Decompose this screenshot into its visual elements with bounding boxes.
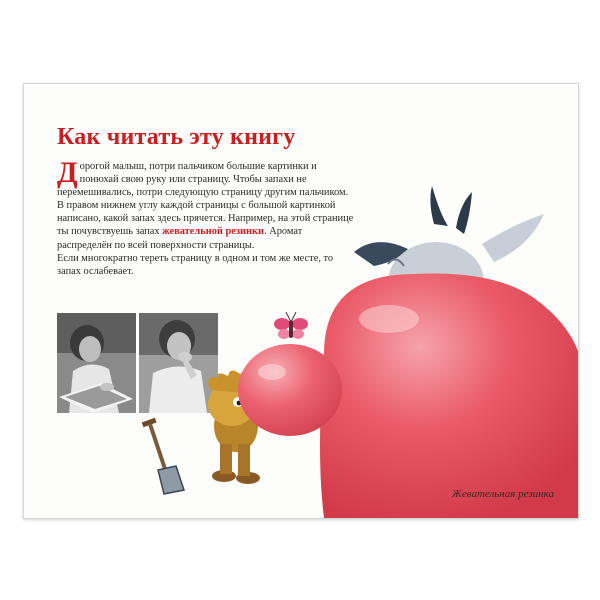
book-page — [23, 83, 579, 519]
page-title: Как читать эту книгу — [57, 124, 296, 150]
shovel — [142, 418, 184, 494]
scent-highlight: жевательной резинки — [162, 226, 265, 238]
intro-text: орогой малыш, потри пальчиком большие картинки и понюхай свою руку или страницу. Чтобы запахи не перемешивались, потри следующую страницу другим пальчиком. В правом нижнем углу каждой страницы с большой картинкой написано, какой запах здесь прячется. Например, на этой странице ты почувствуешь запах — [57, 161, 354, 238]
small-gum-bubble — [238, 344, 342, 436]
last-paragraph: Если многократно тереть страницу в одном и том же месте, то запах ослабевает. — [57, 252, 334, 277]
big-gum-bubble — [320, 274, 578, 519]
gum-illustration — [24, 84, 578, 518]
intro-text-end: . Аромат распределён по всей поверхности страницы. — [57, 226, 303, 251]
scent-caption: Жевательная резинка — [451, 488, 554, 500]
butterfly — [274, 312, 308, 339]
drop-cap: Д — [57, 156, 78, 189]
